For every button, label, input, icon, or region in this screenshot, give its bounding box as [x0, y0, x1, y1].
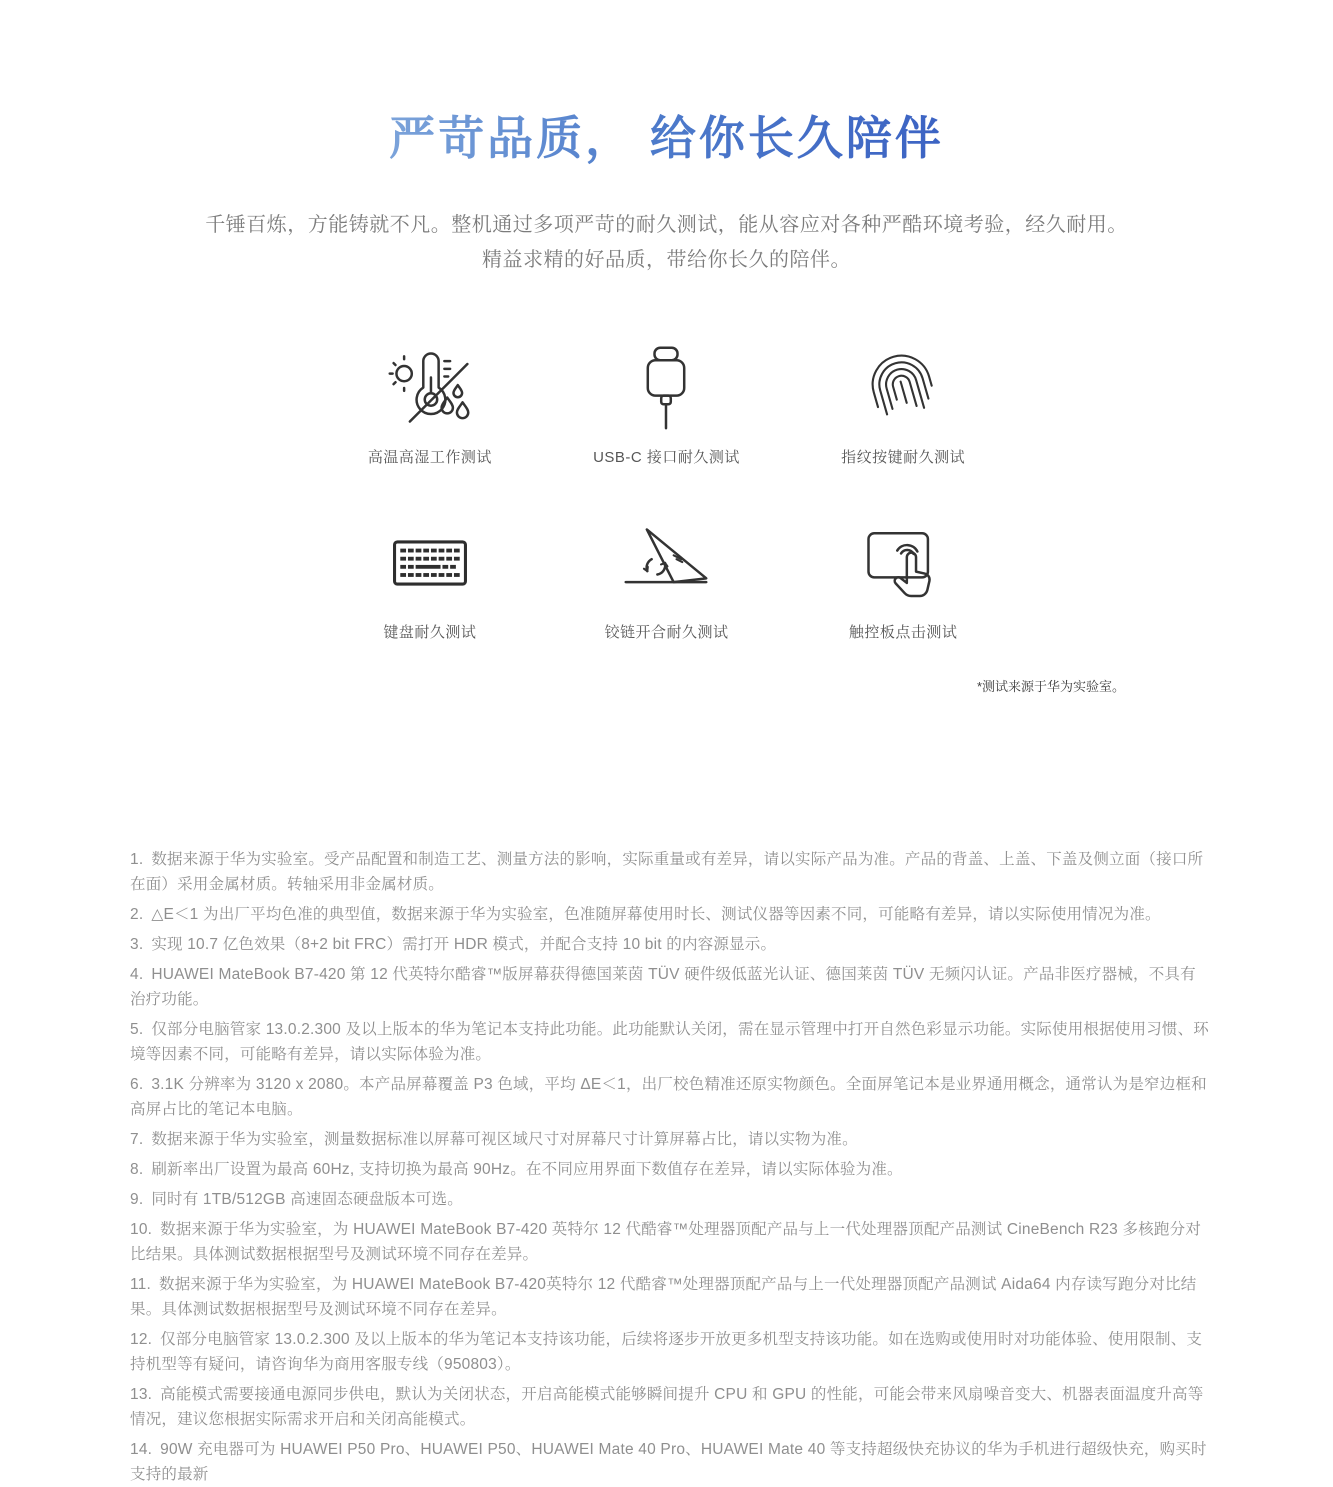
footnote-number: 8.: [130, 1161, 144, 1178]
footnote-item: [130, 1382, 1211, 1432]
test-label: 铰链开合耐久测试: [604, 624, 729, 641]
test-item-fingerprint: [785, 340, 1022, 467]
temp-humidity-icon: [384, 340, 476, 436]
test-label: 键盘耐久测试: [383, 624, 477, 641]
footnote-item: [130, 1327, 1211, 1377]
hero-subtitle: [0, 208, 1333, 278]
footnote-number: 10.: [130, 1221, 153, 1238]
footnote-number: 11.: [130, 1276, 151, 1293]
footnote-item: [130, 932, 1211, 957]
test-label: 高温高湿工作测试: [367, 449, 492, 466]
footnote-item: [130, 962, 1211, 1012]
footnote-number: 13.: [130, 1386, 153, 1403]
fingerprint-icon: [857, 340, 949, 436]
test-label: USB-C 接口耐久测试: [593, 449, 740, 466]
footnote-text: 数据来源于华为实验室，为 HUAWEI MateBook B7-420英特尔 12 代酷睿™处理器顶配产品与上一代处理器顶配产品测试 Aida64 内存读写跑分对比结果。具体测试数据根据型号及测试环境不同存在差异。: [130, 1276, 1197, 1318]
footnote-number: 3.: [130, 936, 144, 953]
footnote-item: [130, 1217, 1211, 1267]
footnote-number: 1.: [130, 851, 144, 868]
hinge-icon: [620, 515, 712, 611]
footnote-item: [130, 1072, 1211, 1122]
footnote-text: 数据来源于华为实验室，测量数据标准以屏幕可视区域尺寸对屏幕尺寸计算屏幕占比，请以实物为准。: [151, 1131, 858, 1148]
footnote-text: 同时有 1TB/512GB 高速固态硬盘版本可选。: [151, 1191, 463, 1208]
footnote-number: 5.: [130, 1021, 144, 1038]
footnotes-section: [130, 847, 1211, 1487]
page-title: 严苛品质， 给你长久陪伴: [389, 102, 944, 168]
footnote-number: 7.: [130, 1131, 144, 1148]
test-label: 指纹按键耐久测试: [841, 449, 966, 466]
footnote-number: 6.: [130, 1076, 144, 1093]
footnote-text: 90W 充电器可为 HUAWEI P50 Pro、HUAWEI P50、HUAWEI Mate 40 Pro、HUAWEI Mate 40 等支持超级快充协议的华为手机进行超级快充，购买时支持的最新: [130, 1441, 1207, 1483]
usb-c-icon: [620, 340, 712, 436]
test-item-temp-humidity: [312, 340, 549, 467]
subtitle-line-2: 精益求精的好品质，带给你长久的陪伴。: [482, 249, 851, 271]
footnote-item: [130, 1017, 1211, 1067]
footnote-text: 仅部分电脑管家 13.0.2.300 及以上版本的华为笔记本支持此功能。此功能默认关闭，需在显示管理中打开自然色彩显示功能。实际使用根据使用习惯、环境等因素不同，可能略有差异，请以实际体验为准。: [130, 1021, 1210, 1063]
footnote-text: 3.1K 分辨率为 3120 x 2080。本产品屏幕覆盖 P3 色域，平均 ΔE＜1，出厂校色精准还原实物颜色。全面屏笔记本是业界通用概念，通常认为是窄边框和高屏占比的笔记本电脑。: [130, 1076, 1207, 1118]
lab-source-note: *测试来源于华为实验室。: [976, 679, 1125, 694]
subtitle-line-1: 千锤百炼，方能铸就不凡。整机通过多项严苛的耐久测试，能从容应对各种严酷环境考验，经久耐用。: [205, 214, 1128, 236]
keyboard-icon: [384, 515, 476, 611]
footnote-item: [130, 1187, 1211, 1212]
test-item-hinge: [548, 515, 785, 642]
footnote-text: HUAWEI MateBook B7-420 第 12 代英特尔酷睿™版屏幕获得德国莱茵 TÜV 硬件级低蓝光认证、德国莱茵 TÜV 无频闪认证。产品非医疗器械，不具有治疗功能。: [130, 966, 1196, 1008]
footnote-text: 高能模式需要接通电源同步供电，默认为关闭状态，开启高能模式能够瞬间提升 CPU 和 GPU 的性能，可能会带来风扇噪音变大、机器表面温度升高等情况，建议您根据实际需求开启和关闭高能模式。: [130, 1386, 1204, 1428]
footnote-text: △E＜1 为出厂平均色准的典型值，数据来源于华为实验室，色准随屏幕使用时长、测试仪器等因素不同，可能略有差异，请以实际使用情况为准。: [151, 906, 1161, 923]
footnote-text: 数据来源于华为实验室。受产品配置和制造工艺、测量方法的影响，实际重量或有差异，请以实际产品为准。产品的背盖、上盖、下盖及侧立面（接口所在面）采用金属材质。转轴采用非金属材质。: [130, 851, 1204, 893]
footnote-text: 刷新率出厂设置为最高 60Hz, 支持切换为最高 90Hz。在不同应用界面下数值存在差异，请以实际体验为准。: [151, 1161, 903, 1178]
footnote-item: [130, 1127, 1211, 1152]
footnote-number: 12.: [130, 1331, 153, 1348]
footnote-text: 仅部分电脑管家 13.0.2.300 及以上版本的华为笔记本支持该功能，后续将逐步开放更多机型支持该功能。如在选购或使用时对功能体验、使用限制、支持机型等有疑问，请咨询华为商用客服专线（950803）。: [130, 1331, 1203, 1373]
footnote-item: [130, 847, 1211, 897]
footnote-text: 实现 10.7 亿色效果（8+2 bit FRC）需打开 HDR 模式，并配合支持 10 bit 的内容源显示。: [151, 936, 777, 953]
footnote-item: [130, 902, 1211, 927]
touchpad-icon: [857, 515, 949, 611]
footnote-number: 9.: [130, 1191, 144, 1208]
footnote-number: 4.: [130, 966, 144, 983]
test-item-keyboard: [312, 515, 549, 642]
hero-section: [0, 0, 1333, 278]
test-label: 触控板点击测试: [848, 624, 958, 641]
test-item-touchpad: [785, 515, 1022, 642]
footnote-number: 14.: [130, 1441, 153, 1458]
footnote-item: [130, 1437, 1211, 1487]
footnote-item: [130, 1272, 1211, 1322]
footnote-number: 2.: [130, 906, 144, 923]
footnote-item: [130, 1157, 1211, 1182]
footnote-text: 数据来源于华为实验室，为 HUAWEI MateBook B7-420 英特尔 12 代酷睿™处理器顶配产品与上一代处理器顶配产品测试 CineBench R23 多核跑分对比结果。具体测试数据根据型号及测试环境不同存在差异。: [130, 1221, 1202, 1263]
test-item-usb-c: [548, 340, 785, 467]
durability-tests-grid: [312, 340, 1022, 642]
